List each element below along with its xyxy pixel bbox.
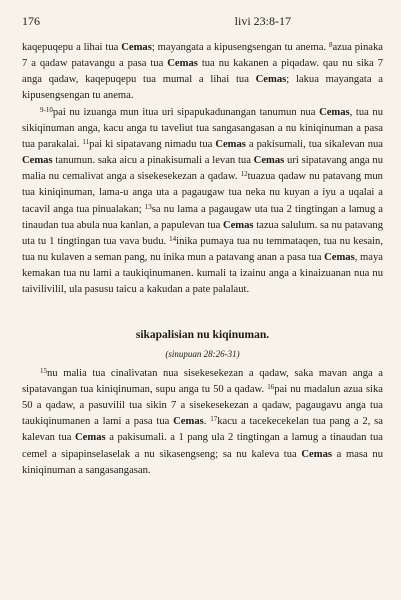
verse-number: 8	[328, 41, 333, 49]
verse-text: tuazua qadaw nu patavang mun tua kiniqinuman, lama-u anga uta a pagaugaw tua neka nu kuyan a iyu a uqalai a tacavil anga tua pinualakan;	[22, 171, 383, 215]
verse-text: nu malia tua cinalivatan nua sisekesekezan a qadaw, saka mavan anga a sipatavangan tua kiniqinuman, supu anga tu 50 a qadaw.	[22, 367, 383, 395]
verse-text: ; mayangata a kipusengsengan tu anema.	[151, 42, 329, 53]
page-number: 176	[22, 14, 40, 28]
verse-text: pai nu madalun azua sika 50 a qadaw, a pasuvilil tua sikin 7 a sisekesekezan a qadaw, pagaugavu anga tua taukiqinumanen a lami a pasa tua	[22, 383, 383, 428]
chapter-reference: livi 23:8-17	[234, 14, 291, 28]
verse-text: , tua nu sikiqinuman anga, kacu anga tu taveliut tua sangasangasan a nu kiniqinuman a pasa tua parakalai.	[22, 106, 383, 150]
paragraph	[22, 366, 383, 479]
divine-name: Cemas	[222, 219, 254, 231]
divine-name: Cemas	[22, 155, 53, 167]
verse-number: 13	[144, 202, 152, 211]
divine-name: Cemas	[75, 432, 106, 444]
verse-text: tua nu kakanen a piqadaw. qau nu sika 7 anga qadaw, kaqepuqepu tua mumal a lihai tua	[22, 58, 383, 86]
verse-text: ; lakua mayangata a kipusengsengan tu anema.	[22, 74, 383, 102]
verse-number: 16	[267, 382, 275, 391]
verse-text: , maya kemakan tua nu lami a taukiqinumanen. kumali ta izainu anga a kinaizuanan nua nu taivilivilil, ula pasusu taicu a kakudan a pate palalaut.	[22, 252, 383, 296]
verse-text: kacu a tacekecekelan tua pang a 2, sa kalevan tua	[22, 416, 384, 444]
verse-text: inika pumaya tua nu temmataqen, tua nu kesain, tua nu kulaven a seman pang, nu inika mun a patavang anan a pasa tua	[22, 235, 383, 264]
verse-text: kaqepuqepu a lihai tua	[22, 42, 122, 53]
verse-number: 9-10	[40, 105, 53, 114]
section-cross-reference: (sinupuan 28:26-31)	[165, 348, 240, 359]
verse-text: pai nu izuanga mun itua uri sipapukadunangan tanumun nua	[52, 106, 320, 118]
divine-name: Cemas	[215, 138, 246, 150]
divine-name: Cemas	[255, 74, 287, 86]
verse-text: tanumun. saka aicu a pinakisumali a levan tua	[52, 155, 254, 167]
divine-name: Cemas	[301, 448, 332, 460]
divine-name: Cemas	[319, 106, 350, 118]
verse-text: .	[203, 416, 211, 428]
verse-number: 14	[169, 234, 177, 243]
paragraph	[22, 105, 383, 299]
divine-name: Cemas	[173, 416, 204, 428]
verse-text: a pakisumali. a 1 pang ula 2 tingtingan a lamug a tinaudan tua cemel a sipapinselaselak a nu sikasengseng; sa nu kaleva tua	[22, 432, 383, 460]
verse-text: azua pinaka 7 a qadaw patavangu a pasa tua	[22, 42, 383, 70]
paragraphs-after-heading	[22, 366, 383, 479]
page-body	[22, 40, 383, 479]
divine-name: Cemas	[167, 58, 198, 70]
verse-number: 12	[240, 170, 248, 179]
page-header	[22, 12, 383, 30]
verse-text: a masa nu kiniqinuman a sangasangasan.	[22, 448, 383, 476]
verse-number: 11	[82, 137, 90, 146]
verse-number: 17	[210, 415, 218, 424]
paragraph	[22, 40, 383, 105]
section-heading: sikapalisian nu kiqinuman.	[135, 328, 270, 341]
verse-text: a pakisumali, tua sikalevan nua	[245, 138, 383, 150]
verse-text: pai ki sipatavang nimadu tua	[89, 138, 216, 150]
divine-name: Cemas	[121, 42, 152, 53]
divine-name: Cemas	[324, 252, 355, 264]
paragraphs-before-heading	[22, 40, 383, 299]
divine-name: Cemas	[253, 155, 285, 167]
verse-text: uri sipatavang anga nu malia nu cemalivat anga a sisekesekezan a qadaw.	[22, 155, 383, 183]
verse-number: 15	[40, 366, 47, 375]
verse-text: sa nu lama a pagaugaw uta tua 2 tingtingan a lamug a tinaudan tua abula nua kanlan, a papulevan tua	[22, 203, 384, 231]
verse-text: tazua salulum. sa nu patavang uta tu 1 tingtingan tua vava budu.	[22, 219, 383, 247]
